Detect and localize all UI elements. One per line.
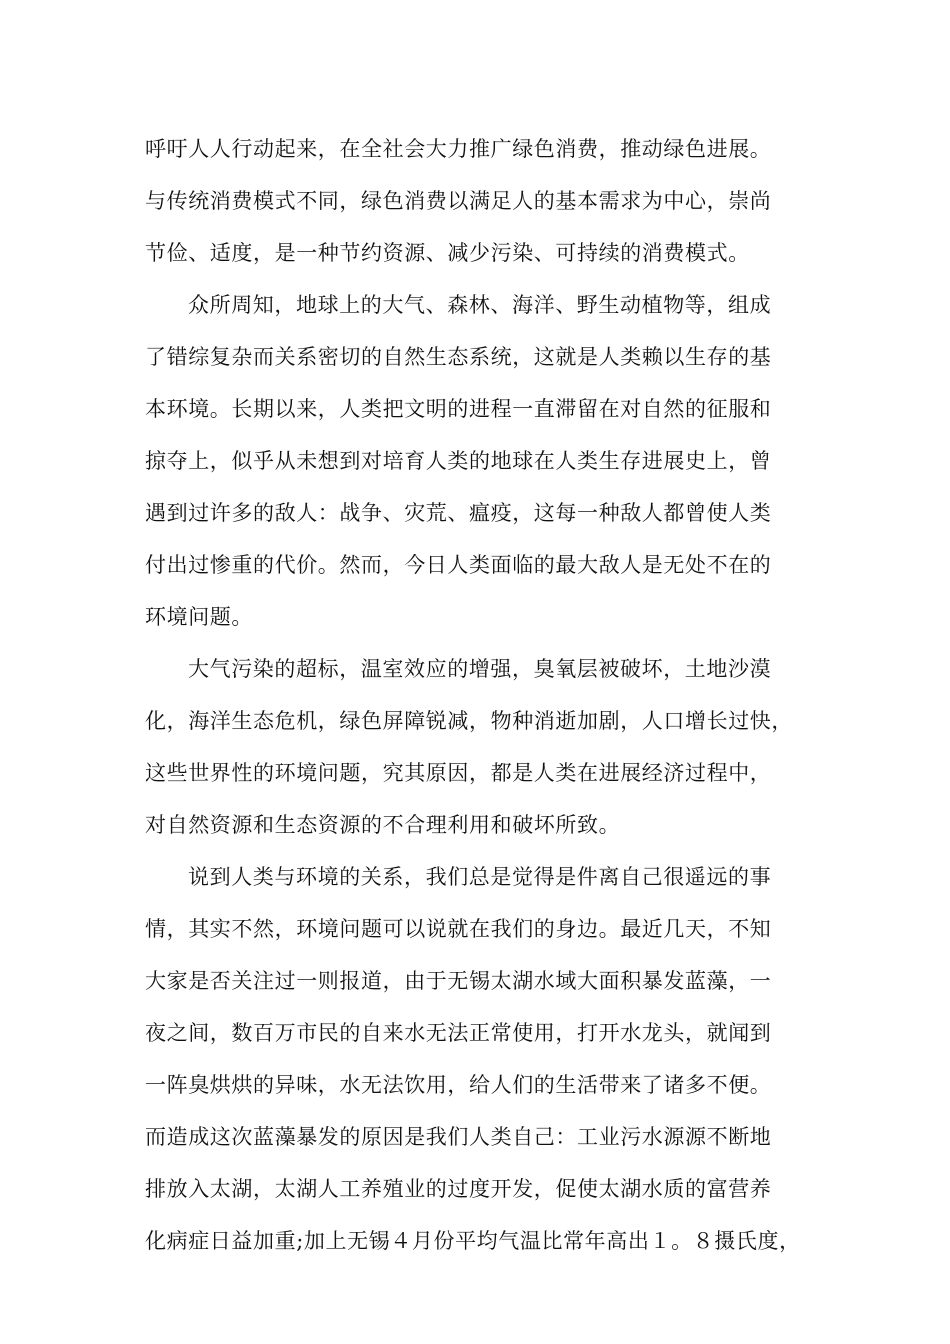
text-line-8: 遇到过许多的敌人：战争、灾荒、瘟疫，这每一种敌人都曾使人类 — [145, 501, 772, 525]
text-line-21: 排放入太湖，太湖人工养殖业的过度开发，促使太湖水质的富营养 — [145, 1177, 772, 1201]
text-line-12: 化，海洋生态危机，绿色屏障锐减，物种消逝加剧，人口增长过快， — [145, 709, 793, 733]
text-line-11-paragraph-start: 大气污染的超标，温室效应的增强，臭氧层被破坏，土地沙漠 — [188, 657, 772, 681]
text-line-19: 一阵臭烘烘的异味，水无法饮用，给人们的生活带来了诸多不便。 — [145, 1073, 772, 1097]
text-line-18: 夜之间，数百万市民的自来水无法正常使用，打开水龙头，就闻到 — [145, 1021, 772, 1045]
text-line-7: 掠夺上，似乎从未想到对培育人类的地球在人类生存进展史上，曾 — [145, 449, 772, 473]
text-line-10: 环境问题。 — [145, 605, 253, 629]
text-line-9: 付出过惨重的代价。然而，今日人类面临的最大敌人是无处不在的 — [145, 553, 772, 577]
text-line-16: 情，其实不然，环境问题可以说就在我们的身边。最近几天，不知 — [145, 917, 772, 941]
text-line-15-paragraph-start: 说到人类与环境的关系，我们总是觉得是件离自己很遥远的事 — [188, 865, 772, 889]
text-line-3: 节俭、适度，是一种节约资源、减少污染、可持续的消费模式。 — [145, 241, 750, 265]
text-line-17: 大家是否关注过一则报道，由于无锡太湖水域大面积暴发蓝藻，一 — [145, 969, 772, 993]
text-line-14: 对自然资源和生态资源的不合理利用和破坏所致。 — [145, 813, 621, 837]
text-line-4-paragraph-start: 众所周知，地球上的大气、森林、海洋、野生动植物等，组成 — [188, 293, 772, 317]
text-line-20: 而造成这次蓝藻暴发的原因是我们人类自己：工业污水源源不断地 — [145, 1125, 772, 1149]
text-line-6: 本环境。长期以来，人类把文明的进程一直滞留在对自然的征服和 — [145, 397, 772, 421]
text-line-2: 与传统消费模式不同，绿色消费以满足人的基本需求为中心，崇尚 — [145, 189, 772, 213]
text-line-13: 这些世界性的环境问题，究其原因，都是人类在进展经济过程中， — [145, 761, 772, 785]
text-line-1: 呼吁人人行动起来，在全社会大力推广绿色消费，推动绿色进展。 — [145, 137, 772, 161]
text-line-22: 化病症日益加重;加上无锡４月份平均气温比常年高出１。８摄氏度， — [145, 1229, 801, 1253]
text-line-5: 了错综复杂而关系密切的自然生态系统，这就是人类赖以生存的基 — [145, 345, 772, 369]
